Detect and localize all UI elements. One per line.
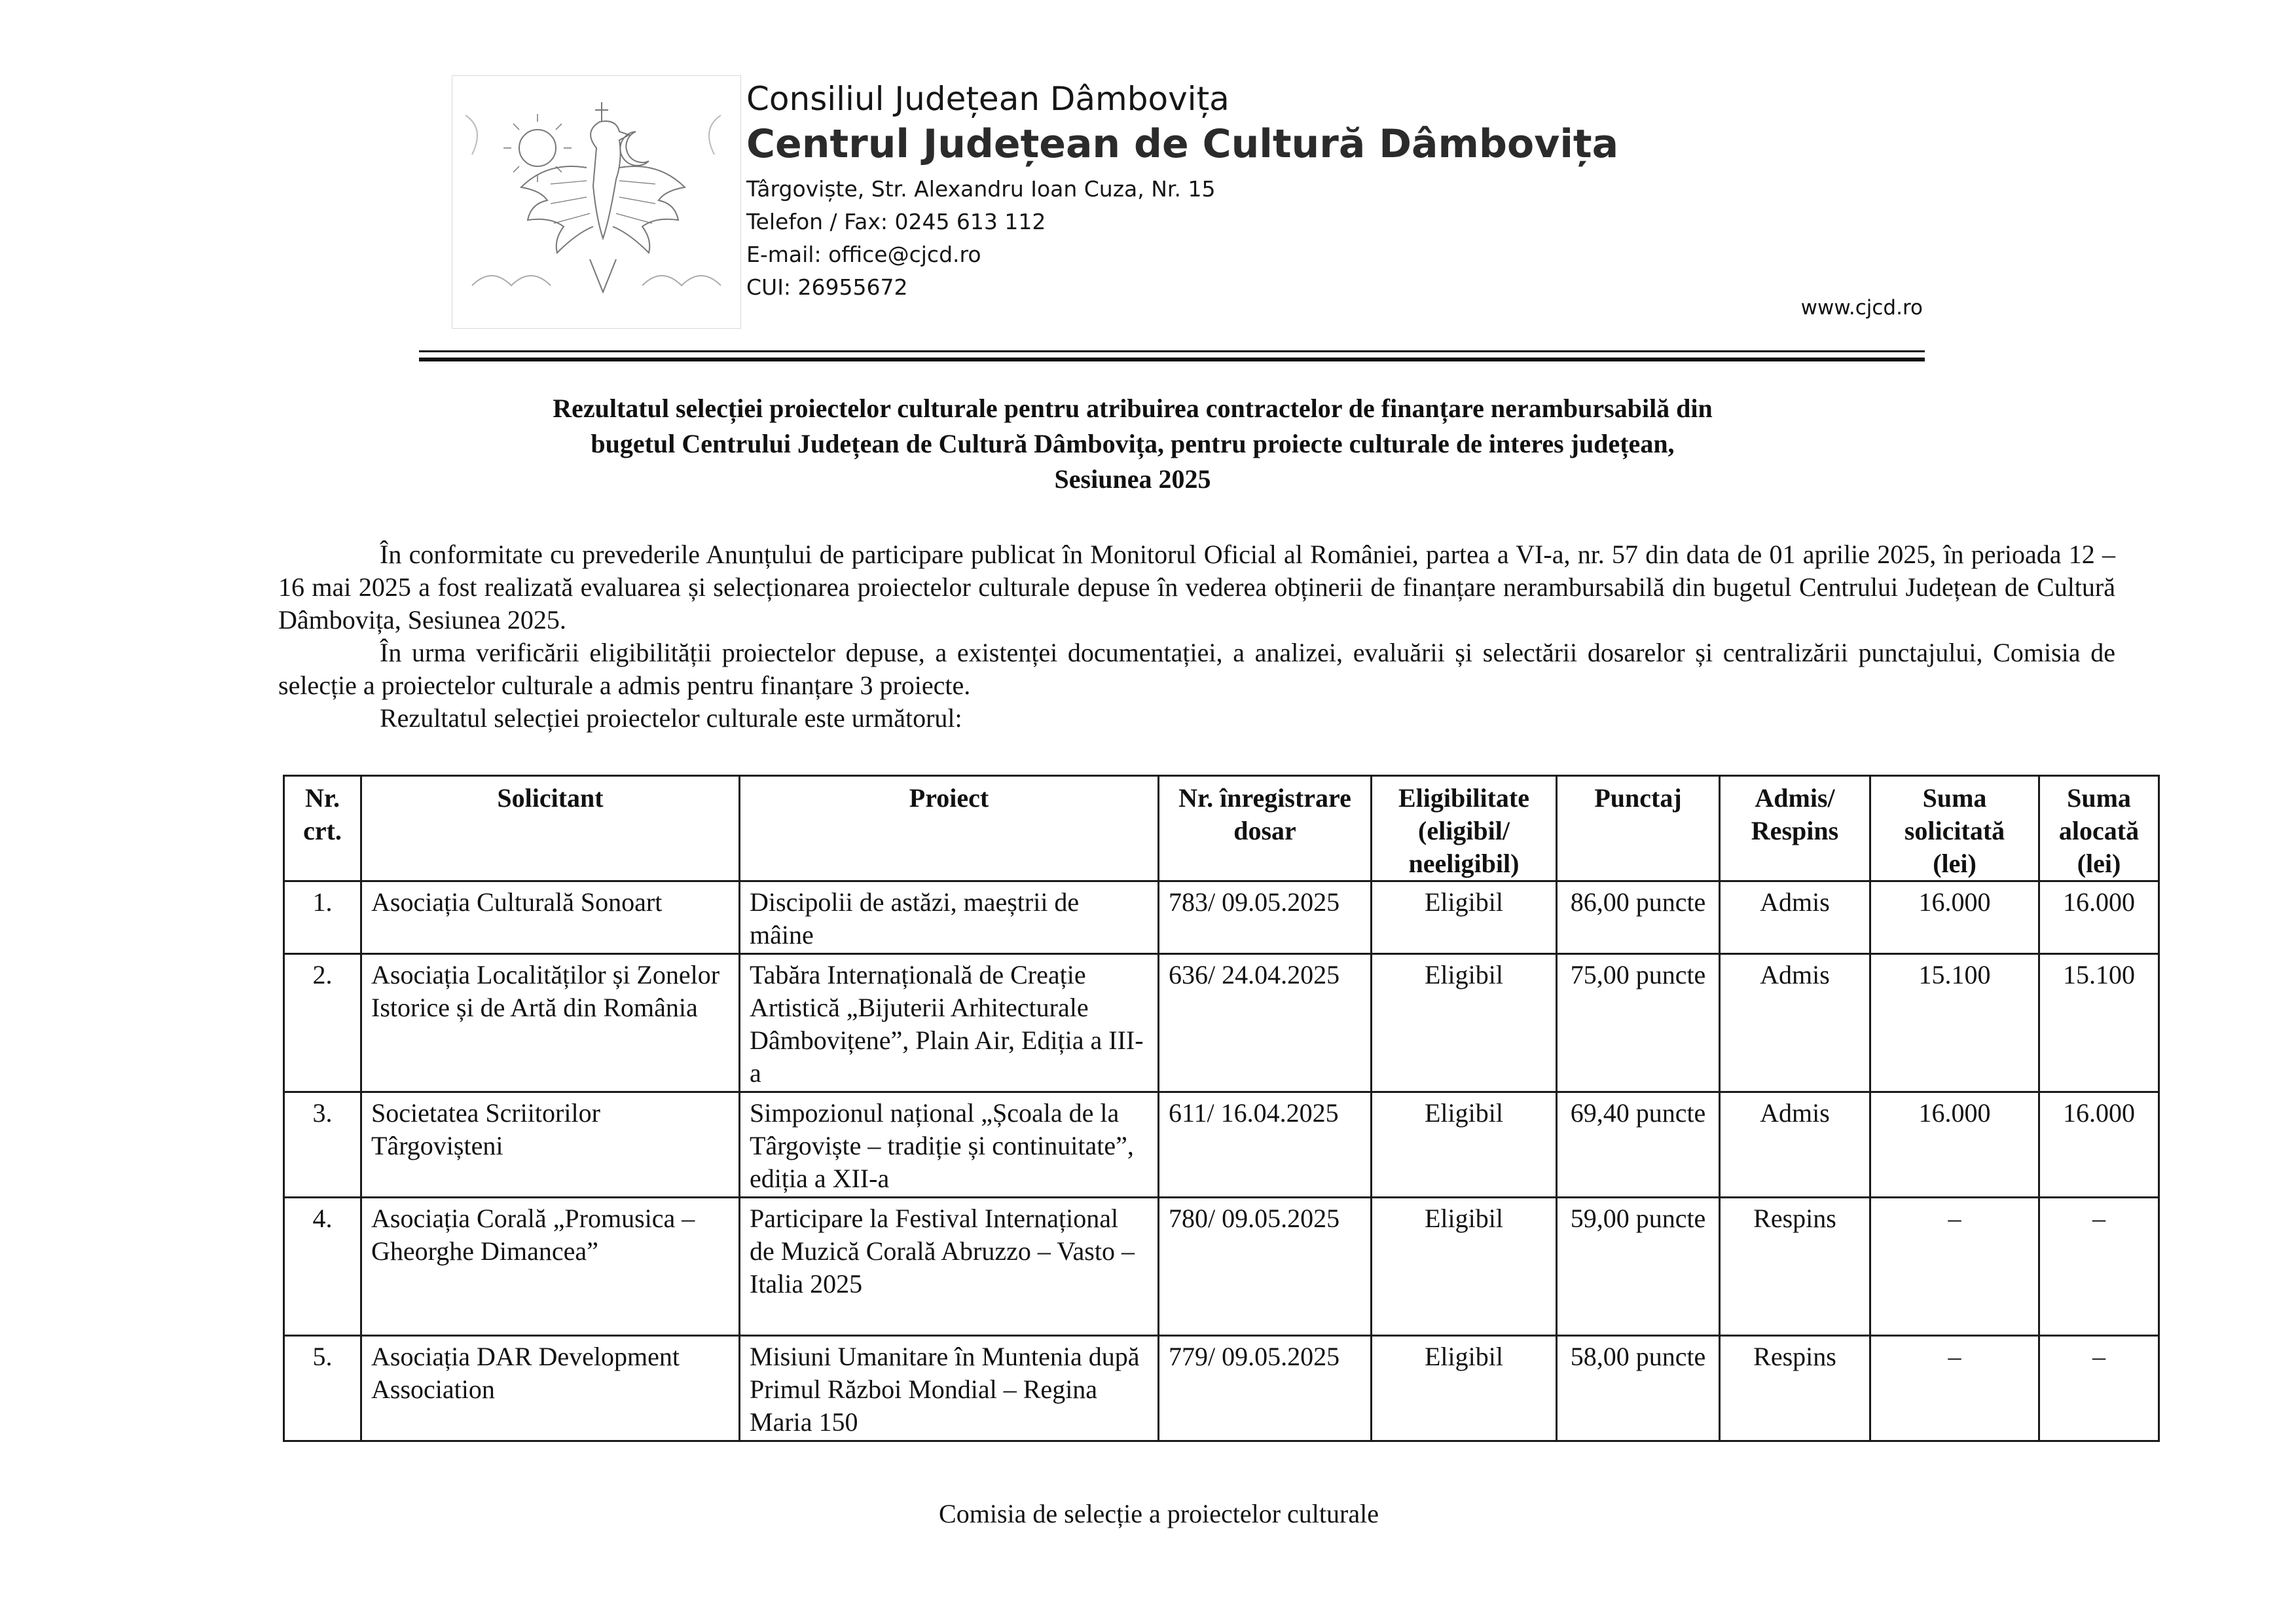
cell-admis: Admis (1720, 1092, 1870, 1198)
cell-inregistrare: 636/ 24.04.2025 (1159, 954, 1372, 1092)
cell-punctaj: 59,00 puncte (1557, 1198, 1720, 1336)
cell-alocata: 16.000 (2039, 1092, 2159, 1198)
cell-admis: Admis (1720, 954, 1870, 1092)
header-divider-thin (419, 350, 1925, 352)
cell-eligibilitate: Eligibil (1372, 1092, 1557, 1198)
org-name: Centrul Județean de Cultură Dâmbovița (746, 121, 1619, 167)
header-proiect: Proiect (740, 776, 1159, 881)
table-row (284, 1092, 2159, 1198)
paragraph-3: Rezultatul selecției proiectelor culturale este următorul: (380, 703, 962, 733)
title-line-3: Sesiunea 2025 (1054, 464, 1211, 494)
table-header-row (284, 776, 2159, 881)
cell-alocata: 15.100 (2039, 954, 2159, 1092)
org-website[interactable]: www.cjcd.ro (1800, 296, 1923, 320)
cell-solicitant: Asociația DAR Development Association (361, 1336, 740, 1441)
cell-proiect: Simpozionul național „Școala de la Târgoviște – tradiție și continuitate”, ediția a XII-a (740, 1092, 1159, 1198)
parent-org: Consiliul Județean Dâmbovița (746, 80, 1230, 118)
cell-alocata: 16.000 (2039, 881, 2159, 954)
cell-nr: 4. (284, 1198, 361, 1336)
table-row (284, 954, 2159, 1092)
cell-solicitata: – (1870, 1336, 2039, 1441)
org-block (746, 77, 1618, 304)
logo-drawing (452, 76, 740, 328)
cell-punctaj: 86,00 puncte (1557, 881, 1720, 954)
cell-eligibilitate: Eligibil (1372, 881, 1557, 954)
results-table (283, 775, 2160, 1442)
paragraph-1: În conformitate cu prevederile Anunțului de participare publicat în Monitorul Oficial al României, partea a VI-a, nr. 57 din data de 01 aprilie 2025, în perioada 12 – 16 mai 2025 a fost realizată evaluarea și selecționarea proiectelor culturale depuse în vederea obținerii de finanțare nerambursabilă din bugetul Centrului Județean de Cultură Dâmbovița, Sesiunea 2025. (278, 540, 2115, 635)
cell-alocata: – (2039, 1336, 2159, 1441)
header-inregistrare: Nr. înregistrare dosar (1159, 776, 1372, 881)
paragraph-2: În urma verificării eligibilității proiectelor depuse, a existenței documentației, a analizei, evaluării și selectării dosarelor și centralizării punctajului, Comisia de selecție a proiectelor culturale a admis pentru finanțare 3 proiecte. (278, 638, 2115, 700)
cell-punctaj: 58,00 puncte (1557, 1336, 1720, 1441)
cell-nr: 2. (284, 954, 361, 1092)
cell-solicitant: Societatea Scriitorilor Târgovișteni (361, 1092, 740, 1198)
cell-proiect: Tabăra Internațională de Creație Artistică „Bijuterii Arhitecturale Dâmbovițene”, Plain Air, Ediția a III-a (740, 954, 1159, 1092)
cell-punctaj: 69,40 puncte (1557, 1092, 1720, 1198)
cell-solicitata: 16.000 (1870, 1092, 2039, 1198)
org-phone: Telefon / Fax: 0245 613 112 (746, 209, 1046, 234)
cell-alocata: – (2039, 1198, 2159, 1336)
intro-text (278, 538, 2115, 735)
header-nr: Nr. crt. (284, 776, 361, 881)
cell-admis: Admis (1720, 881, 1870, 954)
cell-proiect: Participare la Festival Internațional de Muzică Corală Abruzzo – Vasto – Italia 2025 (740, 1198, 1159, 1336)
header-punctaj: Punctaj (1557, 776, 1720, 881)
header-solicitata: Suma solicitată (lei) (1870, 776, 2039, 881)
cell-solicitata: 16.000 (1870, 881, 2039, 954)
table-row (284, 1198, 2159, 1336)
eagle-emblem-icon (452, 75, 741, 329)
cell-nr: 3. (284, 1092, 361, 1198)
cell-nr: 5. (284, 1336, 361, 1441)
cell-eligibilitate: Eligibil (1372, 1336, 1557, 1441)
cell-solicitata: – (1870, 1198, 2039, 1336)
cell-proiect: Misiuni Umanitare în Muntenia după Primul Război Mondial – Regina Maria 150 (740, 1336, 1159, 1441)
header-solicitant: Solicitant (361, 776, 740, 881)
table-row (284, 1336, 2159, 1441)
header-alocata: Suma alocată (lei) (2039, 776, 2159, 881)
header-admis: Admis/ Respins (1720, 776, 1870, 881)
org-cui: CUI: 26955672 (746, 274, 908, 300)
table-row (284, 881, 2159, 954)
cell-solicitant: Asociația Corală „Promusica – Gheorghe Dimancea” (361, 1198, 740, 1336)
cell-inregistrare: 779/ 09.05.2025 (1159, 1336, 1372, 1441)
cell-admis: Respins (1720, 1336, 1870, 1441)
cell-admis: Respins (1720, 1198, 1870, 1336)
cell-inregistrare: 611/ 16.04.2025 (1159, 1092, 1372, 1198)
org-email: E-mail: office@cjcd.ro (746, 242, 981, 267)
cell-solicitata: 15.100 (1870, 954, 2039, 1092)
cell-inregistrare: 780/ 09.05.2025 (1159, 1198, 1372, 1336)
cell-proiect: Discipolii de astăzi, maeștrii de mâine (740, 881, 1159, 954)
header-eligibilitate: Eligibilitate (eligibil/ neeligibil) (1372, 776, 1557, 881)
org-address: Târgoviște, Str. Alexandru Ioan Cuza, Nr. 15 (746, 176, 1216, 202)
cell-solicitant: Asociația Culturală Sonoart (361, 881, 740, 954)
cell-solicitant: Asociația Localităților și Zonelor Istorice și de Artă din România (361, 954, 740, 1092)
cell-inregistrare: 783/ 09.05.2025 (1159, 881, 1372, 954)
cell-nr: 1. (284, 881, 361, 954)
cell-punctaj: 75,00 puncte (1557, 954, 1720, 1092)
title-line-2: bugetul Centrului Județean de Cultură Dâmbovița, pentru proiecte culturale de interes județean, (591, 429, 1675, 458)
document-title (282, 391, 1984, 497)
title-line-1: Rezultatul selecției proiectelor culturale pentru atribuirea contractelor de finanțare nerambursabilă din (553, 394, 1713, 423)
cell-eligibilitate: Eligibil (1372, 954, 1557, 1092)
signature-line: Comisia de selecție a proiectelor culturale (939, 1499, 1379, 1528)
header-divider-thick (419, 358, 1925, 361)
cell-eligibilitate: Eligibil (1372, 1198, 1557, 1336)
